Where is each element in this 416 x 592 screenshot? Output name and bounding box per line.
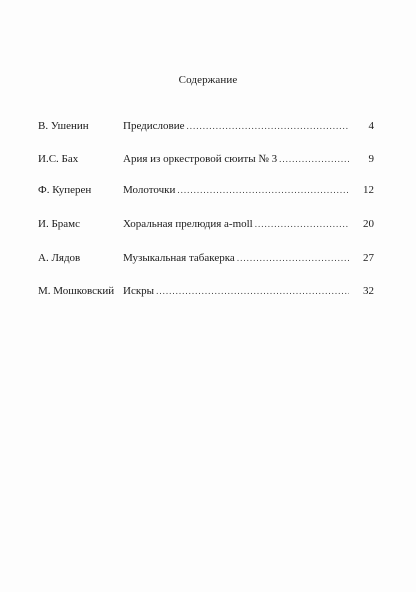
page-number: 4 (368, 120, 374, 132)
work-title: Музыкальная табакерка (123, 252, 235, 264)
page-title: Содержание (178, 74, 238, 86)
composer-name: Ф. Куперен (38, 184, 92, 196)
page-number: 27 (363, 252, 374, 264)
composer-name: И.С. Бах (38, 153, 79, 165)
work-title: Молоточки (123, 184, 176, 196)
work-line (123, 216, 349, 232)
work-title: Предисловие (123, 120, 185, 132)
work-title: Искры (123, 285, 155, 297)
toc-entry (0, 283, 416, 299)
dot-leader (187, 118, 350, 134)
dot-leader (237, 250, 349, 266)
work-line (123, 182, 349, 198)
dot-leader (156, 283, 349, 299)
dot-leader (279, 151, 349, 167)
toc-entry (0, 216, 416, 232)
page-number: 20 (363, 218, 374, 230)
composer-name: А. Лядов (38, 252, 81, 264)
composer-name: В. Ушенин (38, 120, 89, 132)
toc-entry (0, 118, 416, 134)
dot-leader (177, 182, 349, 198)
page-number: 32 (363, 285, 374, 297)
work-line (123, 151, 349, 167)
page-number: 12 (363, 184, 374, 196)
composer-name: И. Брамс (38, 218, 80, 230)
work-title: Хоральная прелюдия a-moll (123, 218, 253, 230)
page-number: 9 (368, 153, 374, 165)
dot-leader (255, 216, 349, 232)
toc-entry (0, 151, 416, 167)
toc-entry (0, 182, 416, 198)
work-line (123, 118, 349, 134)
work-line (123, 250, 349, 266)
work-line (123, 283, 349, 299)
composer-name: М. Мошковский (38, 285, 115, 297)
toc-entry (0, 250, 416, 266)
work-title: Ария из оркестровой сюиты № 3 (123, 153, 278, 165)
